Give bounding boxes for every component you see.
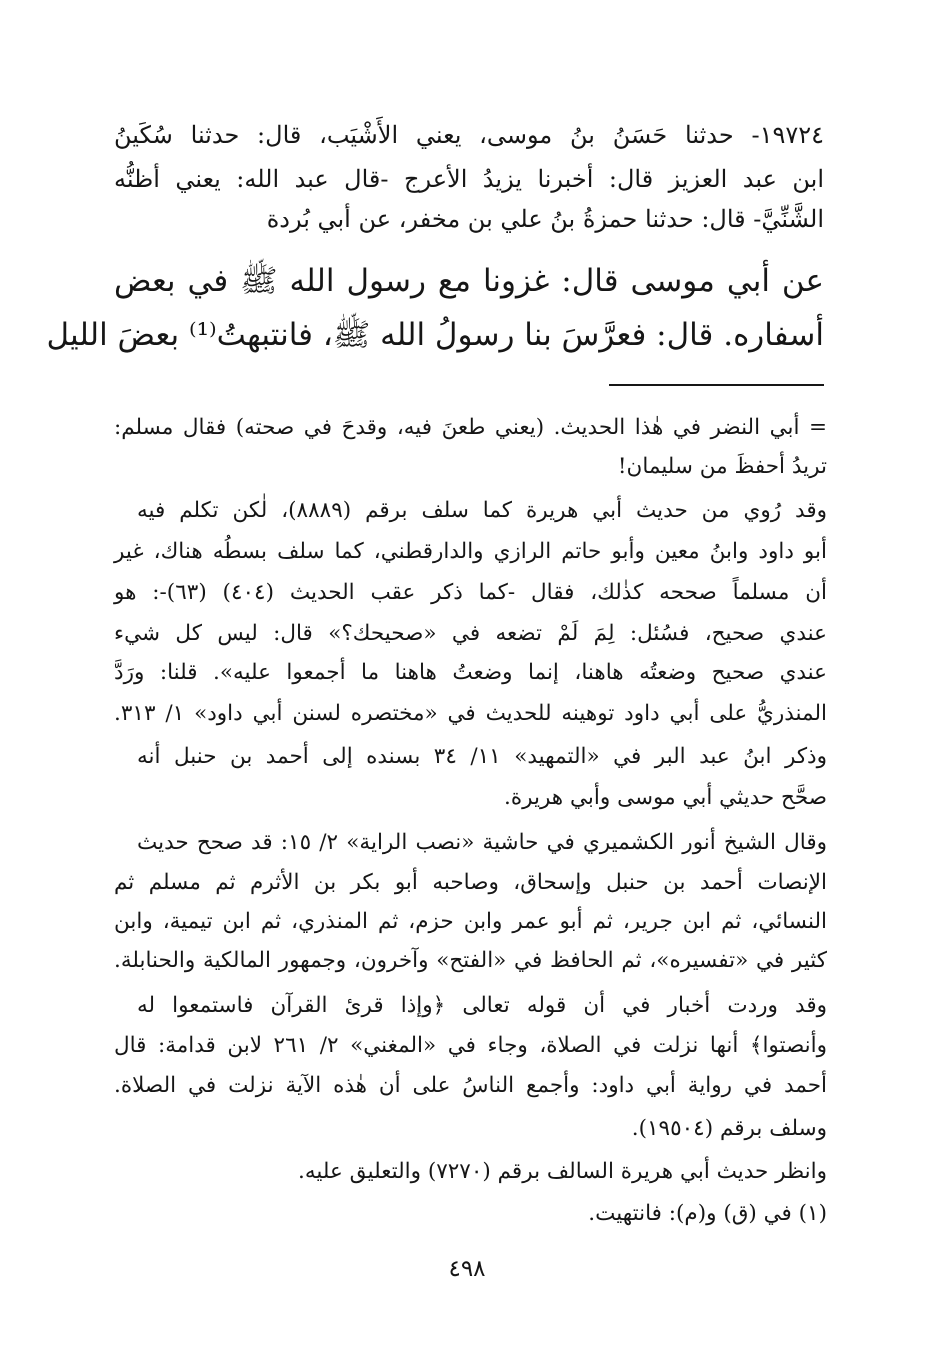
footnote-line: تريدُ أحفظَ من سليمان!: [617, 454, 827, 479]
footnote-line: وانظر حديث أبي هريرة السالف برقم (٧٢٧٠) والتعليق عليه.: [298, 1159, 827, 1184]
footnote-line: وذكر ابنُ عبد البر في «التمهيد» ١١/ ٣٤ بسنده إلى أحمد بن حنبل أنه: [137, 744, 828, 769]
footnote-line: وسلف برقم (١٩٥٠٤).: [631, 1116, 827, 1141]
footnote-line: عندي صحيح، فسُئل: لِمَ لَمْ تضعه في «صحيحك؟» قال: ليس كل شيء: [114, 621, 827, 646]
footnote-line: وقال الشيخ أنور الكشميري في حاشية «نصب الراية» ٢/ ١٥: قد صحح حديث: [137, 830, 828, 855]
page-number: ٤٩٨: [448, 1256, 486, 1282]
isnad-line: ابن عبد العزيز قال: أخبرنا يزيدُ الأعرج -قال عبد الله: يعني أظنُّه: [114, 165, 824, 193]
footnote-separator: [609, 384, 824, 386]
isnad-line: الشَّنِّيَّ- قال: حدثنا حمزةُ بنُ علي بن مخفر، عن أبي بُردة: [266, 205, 824, 233]
matn-line: أسفاره. قال: فعرَّسَ بنا رسولُ الله ﷺ، فانتبهتُ⁽¹⁾ بعضَ الليل: [46, 317, 824, 353]
footnote-line: = أبي النضر في هٰذا الحديث. (يعني طعنَ فيه، وقدحَ في صحته) فقال مسلم:: [114, 415, 827, 440]
footnote-line: صحَّح حديثي أبي موسى وأبي هريرة.: [504, 785, 827, 810]
footnote-line: أن مسلماً صححه كذٰلك، فقال -كما ذكر عقب الحديث (٤٠٤) (٦٣)-: هو: [114, 580, 827, 605]
footnote-line: كثير في «تفسيره»، ثم الحافظ في «الفتح» وآخرون، وجمهور المالكية والحنابلة.: [114, 948, 827, 973]
footnote-line: وقد رُوي من حديث أبي هريرة كما سلف برقم (٨٨٨٩)، لٰكن تكلم فيه: [137, 498, 827, 523]
footnote-line: وأنصتوا﴾ أنها نزلت في الصلاة، وجاء في «المغني» ٢/ ٢٦١ لابن قدامة: قال: [114, 1033, 828, 1058]
footnote-line: (١) في (ق) و(م): فانتهيت.: [588, 1201, 827, 1226]
footnote-line: أحمد في رواية أبي داود: وأجمع الناسُ على أن هٰذه الآية نزلت في الصلاة.: [114, 1073, 827, 1098]
footnote-line: المنذريُّ على أبي داود توهينه للحديث في «مختصره لسنن أبي داود» ١/ ٣١٣.: [114, 701, 827, 726]
isnad-line: ١٩٧٢٤- حدثنا حَسَنُ بنُ موسى، يعني الأَشْيَب، قال: حدثنا سُكَينُ: [114, 121, 825, 149]
matn-line: عن أبي موسى قال: غزونا مع رسول الله ﷺ في بعض: [114, 263, 824, 299]
footnote-line: النسائي، ثم ابن جرير، ثم أبو عمر وابن حزم، ثم المنذري، ثم ابن تيمية، وابن: [114, 909, 827, 934]
footnote-line: الإنصات أحمد بن حنبل وإسحاق، وصاحبه أبو بكر بن الأثرم ثم مسلم ثم: [114, 870, 827, 895]
footnote-line: عندي صحيح وضعتُه هاهنا، إنما وضعتُ هاهنا ما أجمعوا عليه». قلنا: ورَدَّ: [114, 660, 827, 685]
footnote-line: أبو داود وابنُ معين وأبو حاتم الرازي والدارقطني، كما سلف بسطُه هناك، غير: [114, 539, 827, 564]
footnote-line: وقد وردت أخبار في أن قوله تعالى ﴿وإذا قرئ القرآن فاستمعوا له: [137, 993, 827, 1018]
